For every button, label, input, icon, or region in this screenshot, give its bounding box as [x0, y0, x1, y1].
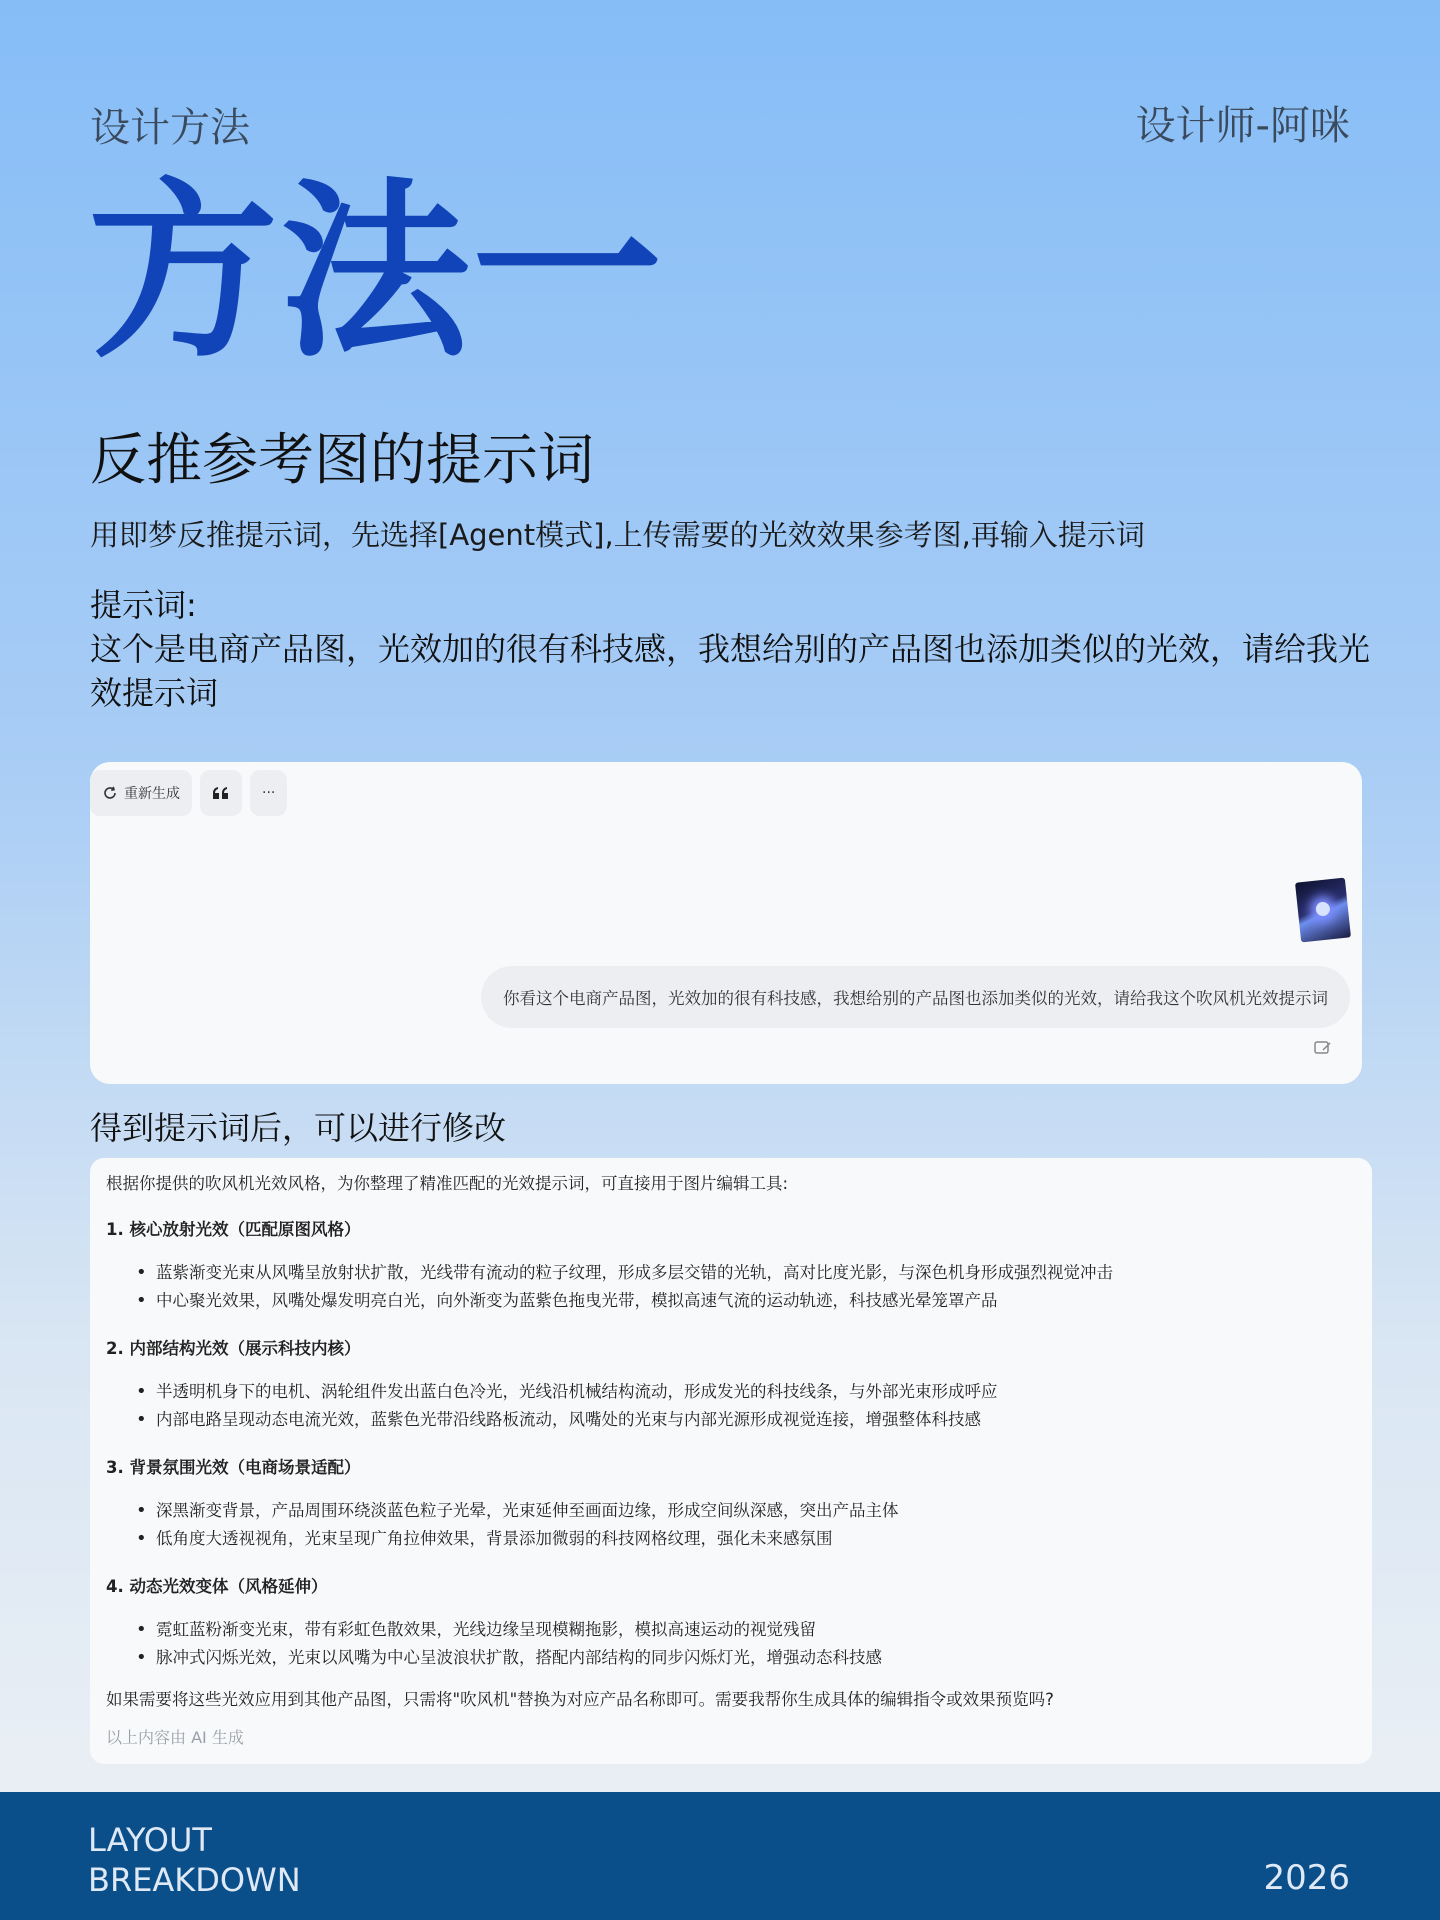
- section-list: [136, 1497, 1356, 1553]
- quote-icon: [212, 786, 230, 800]
- more-icon: ···: [262, 785, 276, 801]
- more-options-button[interactable]: [250, 770, 287, 816]
- hero-title: 方法一: [88, 162, 665, 383]
- list-item: • 内部电路呈现动态电流光效，蓝紫色光带沿线路板流动，风嘴处的光束与内部光源形成视觉连接，增强整体科技感: [136, 1406, 1356, 1434]
- section-list: [136, 1616, 1356, 1672]
- list-item: • 蓝紫渐变光束从风嘴呈放射状扩散，光线带有流动的粒子纹理，形成多层交错的光轨，高对比度光影，与深色机身形成强烈视觉冲击: [136, 1259, 1356, 1287]
- hero-description: 用即梦反推提示词，先选择[Agent模式],上传需要的光效效果参考图,再输入提示词: [90, 518, 1145, 552]
- regenerate-button[interactable]: [90, 770, 192, 816]
- footer-label-line1: LAYOUT: [88, 1821, 212, 1859]
- chat-screenshot-card: [90, 762, 1362, 1084]
- author-label: 设计师-阿咪: [1135, 103, 1350, 149]
- thumbnail-glow: [1315, 901, 1330, 916]
- section-title: 1. 核心放射光效（匹配原图风格）: [106, 1220, 361, 1239]
- ai-generated-note: 以上内容由 AI 生成: [106, 1728, 244, 1747]
- footer-bar: [0, 1792, 1440, 1920]
- list-item: • 脉冲式闪烁光效，光束以风嘴为中心呈波浪状扩散，搭配内部结构的同步闪烁灯光，增强动态科技感: [136, 1644, 1356, 1672]
- section-list: [136, 1378, 1356, 1434]
- refresh-icon: [102, 785, 118, 801]
- section-title: 2. 内部结构光效（展示科技内核）: [106, 1339, 361, 1358]
- result-outro: 如果需要将这些光效应用到其他产品图，只需将"吹风机"替换为对应产品名称即可。需要我帮你生成具体的编辑指令或效果预览吗?: [106, 1690, 1054, 1709]
- product-thumbnail[interactable]: [1295, 878, 1351, 943]
- message-toolbar: [90, 770, 287, 816]
- result-card: [90, 1158, 1372, 1764]
- list-item: • 低角度大透视视角，光束呈现广角拉伸效果，背景添加微弱的科技网格纹理，强化未来感氛围: [136, 1525, 1356, 1553]
- category-label: 设计方法: [90, 105, 250, 151]
- edit-icon[interactable]: [1314, 1040, 1332, 1060]
- footer-label-line2: BREAKDOWN: [88, 1861, 301, 1899]
- footer-year: 2026: [1263, 1858, 1350, 1898]
- quote-button[interactable]: [200, 770, 242, 816]
- list-item: • 中心聚光效果，风嘴处爆发明亮白光，向外渐变为蓝紫色拖曳光带，模拟高速气流的运动轨迹，科技感光晕笼罩产品: [136, 1287, 1356, 1315]
- footer-label: [88, 1820, 301, 1900]
- section-title: 4. 动态光效变体（风格延伸）: [106, 1577, 328, 1596]
- list-item: • 半透明机身下的电机、涡轮组件发出蓝白色冷光，光线沿机械结构流动，形成发光的科技线条，与外部光束形成呼应: [136, 1378, 1356, 1406]
- result-intro: 根据你提供的吹风机光效风格，为你整理了精准匹配的光效提示词，可直接用于图片编辑工具:: [106, 1174, 789, 1193]
- section-list: [136, 1259, 1356, 1315]
- list-item: • 霓虹蓝粉渐变光束，带有彩虹色散效果，光线边缘呈现模糊拖影，模拟高速运动的视觉残留: [136, 1616, 1356, 1644]
- section-title: 3. 背景氛围光效（电商场景适配）: [106, 1458, 361, 1477]
- section-heading: 得到提示词后，可以进行修改: [90, 1109, 507, 1147]
- list-item: • 深黑渐变背景，产品周围环绕淡蓝色粒子光晕，光束延伸至画面边缘，形成空间纵深感，突出产品主体: [136, 1497, 1356, 1525]
- prompt-label: 提示词:: [90, 586, 197, 624]
- prompt-text: 这个是电商产品图，光效加的很有科技感，我想给别的产品图也添加类似的光效，请给我光效提示词: [90, 630, 1371, 712]
- hero-subtitle: 反推参考图的提示词: [90, 428, 594, 493]
- regenerate-label: 重新生成: [124, 786, 180, 802]
- prompt-block: [90, 583, 1380, 715]
- user-message-bubble: 你看这个电商产品图，光效加的很有科技感，我想给别的产品图也添加类似的光效，请给我这个吹风机光效提示词: [481, 966, 1350, 1028]
